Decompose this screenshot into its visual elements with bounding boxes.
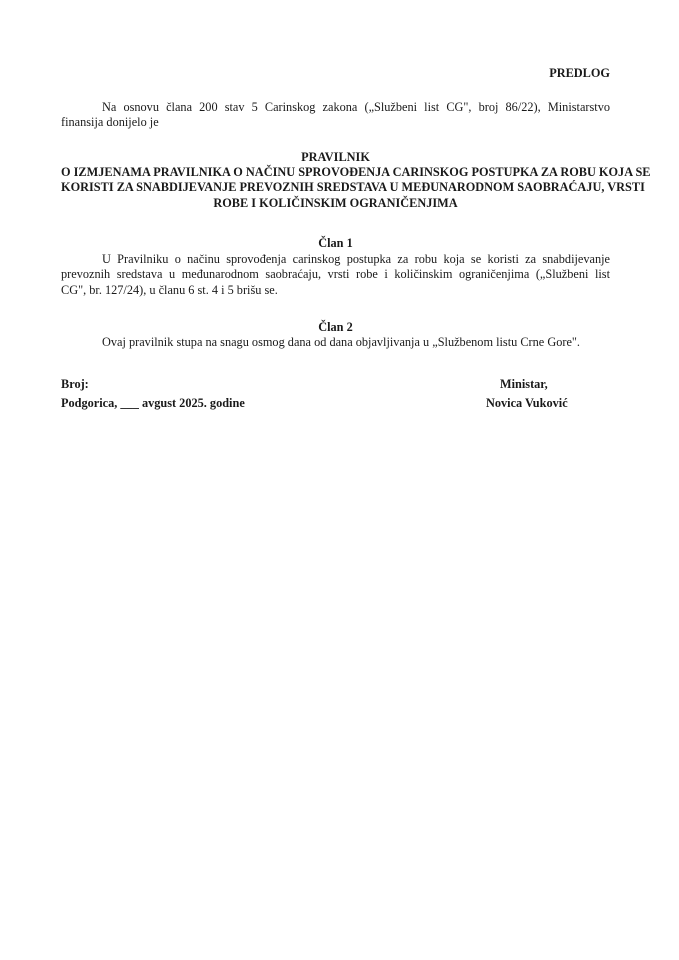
preamble-line-2: finansija donijelo je	[61, 115, 159, 129]
document-subtitle-line-1: O IZMJENAMA PRAVILNIKA O NAČINU SPROVOĐENJA CARINSKOG POSTUPKA ZA ROBU KOJA SE	[61, 165, 651, 179]
document-number-label: Broj:	[61, 377, 89, 391]
article-1-line-1: U Pravilniku o načinu sprovođenja carinskog postupka za robu koja se koristi za snabdijevanje	[102, 252, 610, 266]
article-2-line-1: Ovaj pravilnik stupa na snagu osmog dana od dana objavljivanja u „Službenom listu Crne Gore".	[102, 335, 581, 349]
document-subtitle-line-2: KORISTI ZA SNABDIJEVANJE PREVOZNIH SREDSTAVA U MEĐUNARODNOM SAOBRAĆAJU, VRSTI	[61, 180, 645, 194]
article-1-line-2: prevoznih sredstava u međunarodnom saobraćaju, vrsti robe i količinskim ograničenjima („Službeni list	[61, 267, 610, 281]
signatory-name: Novica Vuković	[486, 396, 568, 410]
place-and-date: Podgorica, ___ avgust 2025. godine	[61, 396, 245, 410]
article-1-heading: Član 1	[318, 236, 353, 250]
document-title: PRAVILNIK	[301, 150, 370, 164]
document-subtitle-line-3: ROBE I KOLIČINSKIM OGRANIČENJIMA	[213, 196, 458, 210]
signatory-title: Ministar,	[500, 377, 548, 391]
preamble-line-1: Na osnovu člana 200 stav 5 Carinskog zakona („Službeni list CG", broj 86/22), Ministarstvo	[102, 100, 610, 114]
article-1-line-3: CG", br. 127/24), u članu 6 st. 4 i 5 brišu se.	[61, 283, 278, 297]
article-2-heading: Član 2	[318, 320, 353, 334]
draft-label: PREDLOG	[549, 66, 610, 80]
